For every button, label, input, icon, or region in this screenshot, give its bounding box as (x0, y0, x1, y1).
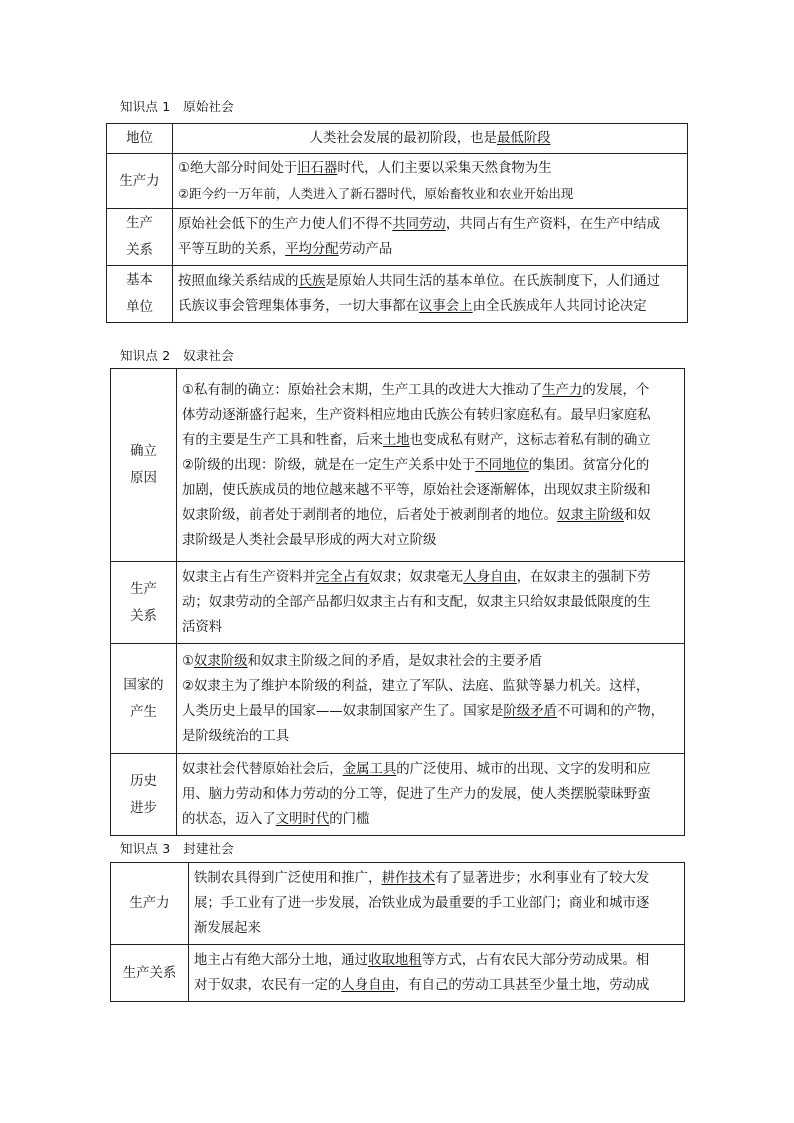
content-line (178, 212, 682, 237)
underlined-term: 人身自由 (341, 978, 395, 993)
underlined-term: 收取地租 (368, 953, 422, 968)
content-line (182, 528, 679, 553)
text-run: 隶阶级是人类社会最早形成的两大对立阶级 (182, 532, 437, 548)
row-label (111, 754, 177, 836)
row-label (111, 863, 189, 945)
text-run: 由全氏族成年人共同讨论决定 (472, 299, 647, 314)
content-line (178, 156, 682, 181)
text-run: 的广泛使用、城市的出现、文字的发明和应 (396, 762, 651, 777)
content-line (178, 269, 682, 294)
row-label-text: 进步 (130, 800, 157, 816)
content-line (182, 453, 679, 478)
underlined-term: 不同地位 (475, 457, 529, 473)
text-run: ②阶级的出现：阶级，就是在一定生产关系中处于 (182, 457, 476, 473)
text-run: 的发展，个 (582, 382, 650, 398)
text-run: 人类历史上最早的国家——奴隶制国家产生了。国家是 (182, 703, 504, 719)
content-line (182, 503, 679, 528)
text-run: 用、脑力劳动和体力劳动的分工等，促进了生产力的发展，使人类摆脱蒙昧野蛮 (182, 787, 651, 802)
text-run: 的状态，迈入了 (182, 812, 276, 827)
row-content (173, 209, 688, 266)
text-run: ②距今约一万年前，人类进入了新石器时代，原始畜牧业和农业开始出现 (178, 186, 574, 201)
row-label-text: 地位 (126, 131, 153, 146)
table-row (111, 562, 685, 644)
underlined-term: 平均分配 (285, 242, 339, 257)
row-label-text: 确立 (130, 444, 157, 459)
table-row (111, 945, 685, 1002)
text-run: 展；手工业有了进一步发展，冶铁业成为最重要的手工业部门；商业和城市逐 (194, 896, 650, 911)
content-line (182, 378, 679, 403)
text-run: 的门槛 (329, 812, 370, 827)
row-content (177, 644, 685, 754)
content-line (194, 866, 679, 891)
section2-table (110, 368, 685, 836)
section1-table (106, 123, 688, 323)
row-content (177, 754, 685, 836)
content-line (182, 649, 679, 674)
content-line (194, 948, 679, 973)
content-line (178, 181, 682, 206)
content-line (182, 428, 679, 453)
text-run: 加剧，使氏族成员的地位越来越不平等，原始社会逐渐解体，出现奴隶主阶级和 (182, 482, 651, 498)
section3-heading: 知识点 3 封建社会 (120, 841, 234, 856)
row-label (107, 209, 173, 266)
underlined-term: 人身自由 (463, 570, 517, 585)
section3-table (110, 862, 685, 1002)
content-line (182, 615, 679, 640)
text-run: 按照血缘关系结成的 (178, 274, 299, 289)
content-line (182, 699, 679, 724)
row-label-text: 生产关系 (122, 965, 177, 981)
row-label-text: 国家的 (123, 677, 164, 693)
row-label (111, 562, 177, 644)
text-run: 是阶级统治的工具 (182, 728, 290, 744)
table-row (107, 209, 688, 266)
content-line (194, 891, 679, 916)
text-run: ①绝大部分时间处于 (178, 161, 298, 176)
text-run: 动；奴隶劳动的全部产品都归奴隶主占有和支配，奴隶主只给奴隶最低限度的生 (182, 595, 651, 610)
text-run: 不可调和的产物， (556, 703, 665, 719)
underlined-term: 金属工具 (342, 762, 397, 777)
content-line (182, 782, 679, 807)
row-label-text: 原因 (130, 471, 157, 486)
row-label (107, 154, 173, 209)
text-run: 地主占有绝大部分土地，通过 (194, 953, 369, 968)
row-label-text: 关系 (130, 608, 157, 624)
text-run: 等方式，占有农民大部分劳动成果。相 (421, 953, 650, 968)
section2-heading: 知识点 2 奴隶社会 (120, 348, 234, 363)
row-label (111, 369, 177, 562)
text-run: 也变成私有财产，这标志着私有制的确立 (409, 432, 651, 448)
content-line (178, 237, 682, 262)
table-row (107, 124, 688, 154)
text-run: ①私有制的确立：原始社会末期，生产工具的改进大大推动了 (182, 382, 543, 398)
text-run: 活资料 (182, 620, 223, 635)
text-run: ，有自己的劳动工具甚至少量土地，劳动成 (394, 978, 650, 993)
row-content (177, 562, 685, 644)
text-run: 和奴 (623, 507, 651, 523)
row-label-text: 生产 (126, 216, 153, 231)
table-row (111, 644, 685, 754)
content-line (182, 565, 679, 590)
text-run: 渐发展起来 (194, 921, 261, 936)
text-run: 平等互助的关系， (178, 242, 286, 257)
row-label-text: 生产力 (119, 173, 160, 189)
underlined-term: 完全占有 (315, 570, 370, 585)
underlined-term: 土地 (382, 432, 410, 448)
content-line (194, 973, 679, 998)
underlined-term: 生产力 (542, 382, 583, 398)
row-label (111, 644, 177, 754)
underlined-term: 议事会上 (419, 299, 473, 314)
table-row (107, 266, 688, 323)
row-label-text: 产生 (130, 704, 157, 720)
content-line (182, 590, 679, 615)
text-run: 有的主要是生产工具和牲畜，后来 (182, 432, 383, 448)
row-label-text: 历史 (130, 773, 157, 789)
text-run: 的集团。贫富分化的 (528, 457, 650, 473)
text-run: 原始社会低下的生产力使人们不得不 (178, 217, 393, 232)
underlined-term: 耕作技术 (381, 871, 436, 886)
underlined-term: 氏族 (298, 274, 326, 289)
underlined-term: 最低阶段 (496, 131, 551, 146)
content-line (182, 757, 679, 782)
text-run: 奴隶阶级，前者处于剥削者的地位，后者处于被剥削者的地位。 (182, 507, 557, 523)
row-label-text: 生产 (130, 581, 157, 597)
table-row (111, 754, 685, 836)
underlined-term: 文明时代 (275, 812, 330, 827)
row-label (107, 266, 173, 323)
row-content (173, 266, 688, 323)
content-line (182, 724, 679, 749)
row-label (107, 124, 173, 154)
row-content (173, 154, 688, 209)
table-row (107, 154, 688, 209)
row-content (189, 863, 685, 945)
row-label-text: 基本 (126, 273, 153, 288)
text-run: 体劳动逐渐盛行起来，生产资料相应地由氏族公有转归家庭私有。最早归家庭私 (182, 407, 651, 423)
text-run: 是原始人共同生活的基本单位。在氏族制度下，人们通过 (325, 274, 661, 289)
section1-heading: 知识点 1 原始社会 (120, 99, 234, 114)
content-line (182, 674, 679, 699)
text-run: ，共同占有生产资料，在生产中结成 (445, 217, 661, 232)
table-row (111, 369, 685, 562)
row-content (173, 124, 688, 154)
table-row (111, 863, 685, 945)
text-run: 劳动产品 (338, 242, 393, 257)
text-run: ① (182, 653, 195, 669)
underlined-term: 共同劳动 (392, 217, 446, 232)
text-run: 有了显著进步；水利事业有了较大发 (435, 871, 650, 886)
underlined-term: 旧石器 (297, 161, 338, 176)
content-line (182, 403, 679, 428)
text-run: 时代，人们主要以采集天然食物为生 (337, 161, 552, 176)
content-line (182, 807, 679, 832)
text-run: 人类社会发展的最初阶段，也是 (309, 131, 497, 146)
text-run: ②奴隶主为了维护本阶级的利益，建立了军队、法庭、监狱等暴力机关。这样， (182, 678, 650, 694)
text-run: 对于奴隶，农民有一定的 (194, 978, 342, 993)
underlined-term: 奴隶主阶级 (556, 507, 624, 523)
row-label-text: 生产力 (129, 896, 170, 911)
content-line (194, 916, 679, 941)
underlined-term: 阶级矛盾 (503, 703, 557, 719)
underlined-term: 奴隶阶级 (194, 653, 248, 669)
text-run: ，在奴隶主的强制下劳 (516, 570, 651, 585)
text-run: 和奴隶主阶级之间的矛盾，是奴隶社会的主要矛盾 (247, 653, 543, 669)
content-line (178, 126, 682, 151)
row-label-text: 关系 (126, 243, 153, 258)
text-run: 奴隶；奴隶毫无 (369, 570, 464, 585)
row-label-text: 单位 (126, 300, 153, 315)
text-run: 氏族议事会管理集体事务，一切大事都在 (178, 299, 420, 314)
row-content (177, 369, 685, 562)
row-content (189, 945, 685, 1002)
text-run: 奴隶社会代替原始社会后， (182, 762, 343, 777)
content-line (178, 294, 682, 319)
row-label (111, 945, 189, 1002)
text-run: 奴隶主占有生产资料并 (182, 570, 316, 585)
text-run: 铁制农具得到广泛使用和推广， (194, 871, 382, 886)
content-line (182, 478, 679, 503)
